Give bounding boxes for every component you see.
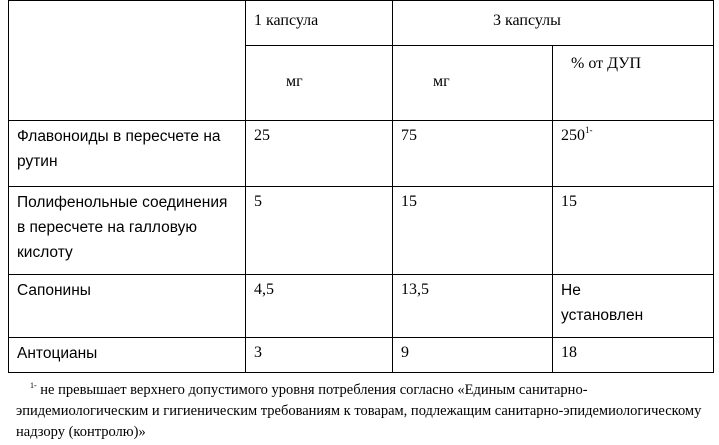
unit-mg-three-cell	[393, 46, 553, 121]
row-name: Антоцианы	[17, 345, 98, 362]
header-three-capsules-label: 3 капсулы	[493, 12, 561, 29]
row-value-one: 5	[254, 193, 262, 210]
header-three-capsules	[393, 1, 714, 46]
row-name-cell	[9, 187, 246, 275]
row-percent-cell	[553, 338, 714, 373]
footnote-text: не превышает верхнего допустимого уровня потребления согласно «Единым санитарно-эпидемиологическим и гигиеническим требованиям к товарам, подлежащим санитарно-эпидемиологическому надзору (контролю)»	[16, 382, 702, 440]
table-row	[9, 275, 714, 338]
unit-percent-dup: % от ДУП	[571, 55, 642, 72]
row-value-three: 13,5	[401, 281, 429, 298]
table-row	[9, 121, 714, 187]
row-value-percent: 250	[561, 127, 585, 144]
table-row	[9, 187, 714, 275]
row-three-cell	[393, 121, 553, 187]
footnote-text-wrapper	[16, 382, 701, 440]
row-value-percent: 15	[561, 193, 577, 210]
row-name: Полифенольные соединения в пересчете на галловую кислоту	[17, 194, 228, 261]
row-name-cell	[9, 275, 246, 338]
row-value-percent: 18	[561, 344, 577, 361]
row-one-cell	[246, 338, 393, 373]
row-one-cell	[246, 187, 393, 275]
row-name-cell	[9, 338, 246, 373]
row-value-three: 15	[401, 193, 417, 210]
row-percent-cell	[553, 187, 714, 275]
unit-percent-dup-cell	[553, 46, 714, 121]
unit-mg-three: мг	[433, 73, 450, 90]
row-percent-cell	[553, 275, 714, 338]
header-empty-cell	[9, 1, 246, 121]
row-name: Сапонины	[17, 282, 91, 299]
row-value-three: 9	[401, 344, 409, 361]
table-row	[9, 338, 714, 373]
row-name: Флавоноиды в пересчете на рутин	[17, 128, 221, 170]
row-value-three: 75	[401, 127, 417, 144]
row-one-cell	[246, 121, 393, 187]
row-value-one: 3	[254, 344, 262, 361]
row-one-cell	[246, 275, 393, 338]
footnote-ref-marker: 1-	[585, 125, 593, 135]
row-three-cell	[393, 338, 553, 373]
row-three-cell	[393, 275, 553, 338]
row-value-percent: Не установлен	[561, 282, 644, 324]
row-percent-cell	[553, 121, 714, 187]
row-name-cell	[9, 121, 246, 187]
footnote-marker: 1-	[30, 381, 37, 390]
header-one-capsule	[246, 1, 393, 46]
row-value-one: 25	[254, 127, 270, 144]
unit-mg-one: мг	[286, 73, 303, 90]
row-three-cell	[393, 187, 553, 275]
nutrient-table	[8, 0, 714, 373]
unit-mg-one-cell	[246, 46, 393, 121]
header-row-1	[9, 1, 714, 46]
header-one-capsule-label: 1 капсула	[254, 12, 319, 29]
footnote	[16, 380, 706, 443]
row-value-one: 4,5	[254, 281, 274, 298]
